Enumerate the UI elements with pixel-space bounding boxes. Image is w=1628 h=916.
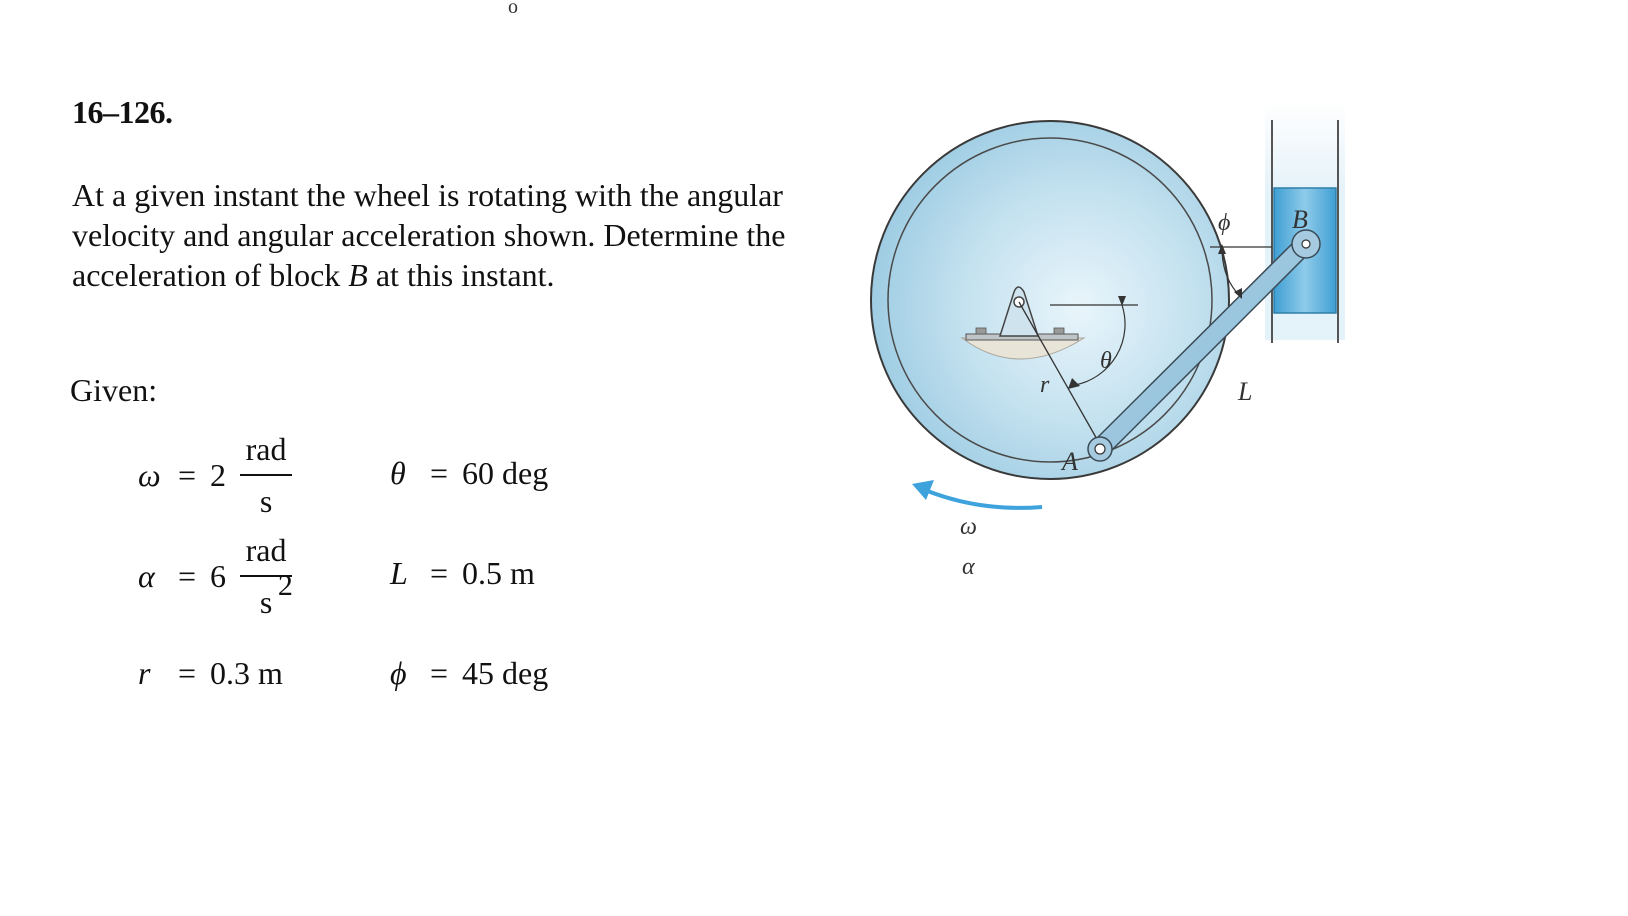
problem-statement — [72, 175, 792, 295]
given-theta — [390, 455, 548, 492]
alpha-equals: = — [178, 557, 197, 594]
label-r: r — [1040, 372, 1050, 398]
given-alpha — [138, 533, 292, 619]
alpha-unit — [240, 533, 292, 619]
L-equals: = — [430, 555, 449, 591]
omega-symbol: ω — [138, 456, 161, 493]
label-alpha: α — [962, 554, 975, 580]
label-A: A — [1062, 447, 1078, 476]
problem-text-part1: At a given instant the wheel is rotating with the angular velocity and angular acceleration shown. Determine the acceleration of block — [72, 177, 786, 293]
omega-unit-num: rad — [245, 431, 287, 467]
phi-value: 45 deg — [462, 655, 549, 691]
problem-text-var: B — [348, 257, 368, 293]
r-equals: = — [178, 655, 197, 691]
given-L — [390, 555, 535, 592]
bolt-right — [1054, 328, 1064, 334]
omega-equals: = — [178, 456, 197, 493]
alpha-unit-den: s — [259, 584, 273, 620]
theta-value: 60 deg — [462, 455, 549, 491]
alpha-unit-exp: 2 — [277, 569, 293, 602]
alpha-symbol: α — [138, 557, 155, 594]
label-theta: θ — [1100, 348, 1112, 374]
given-label: Given: — [70, 372, 158, 408]
mechanism-figure — [820, 80, 1380, 600]
problem-text-part2: at this instant. — [367, 257, 555, 293]
given-r — [138, 655, 283, 692]
problem-number: 16–126. — [72, 94, 173, 130]
alpha-unit-den-wrap — [259, 569, 293, 620]
phi-equals: = — [430, 655, 449, 691]
r-value: 0.3 m — [210, 655, 283, 691]
omega-unit — [240, 432, 292, 518]
theta-equals: = — [430, 455, 449, 491]
label-phi: ϕ — [1218, 210, 1231, 236]
omega-unit-den: s — [259, 483, 273, 519]
omega-fraction-bar — [240, 474, 292, 476]
bolt-left — [976, 328, 986, 334]
L-value: 0.5 m — [462, 555, 535, 591]
r-symbol: r — [138, 655, 151, 691]
alpha-value: 6 — [210, 557, 227, 594]
phi-symbol: ϕ — [390, 655, 407, 691]
pin-B — [1302, 240, 1310, 248]
omega-arrow — [925, 490, 1042, 508]
omega-value: 2 — [210, 456, 227, 493]
given-omega — [138, 432, 292, 518]
given-phi — [390, 655, 548, 692]
label-B: B — [1292, 205, 1308, 234]
label-omega: ω — [960, 514, 977, 540]
L-symbol: L — [390, 555, 408, 591]
stray-mark: o — [508, 0, 518, 18]
alpha-unit-num: rad — [245, 532, 287, 568]
omega-arrow-head — [912, 480, 934, 500]
theta-symbol: θ — [390, 455, 406, 491]
label-L: L — [1238, 377, 1253, 406]
wheel — [871, 121, 1229, 479]
pin-A — [1095, 444, 1105, 454]
